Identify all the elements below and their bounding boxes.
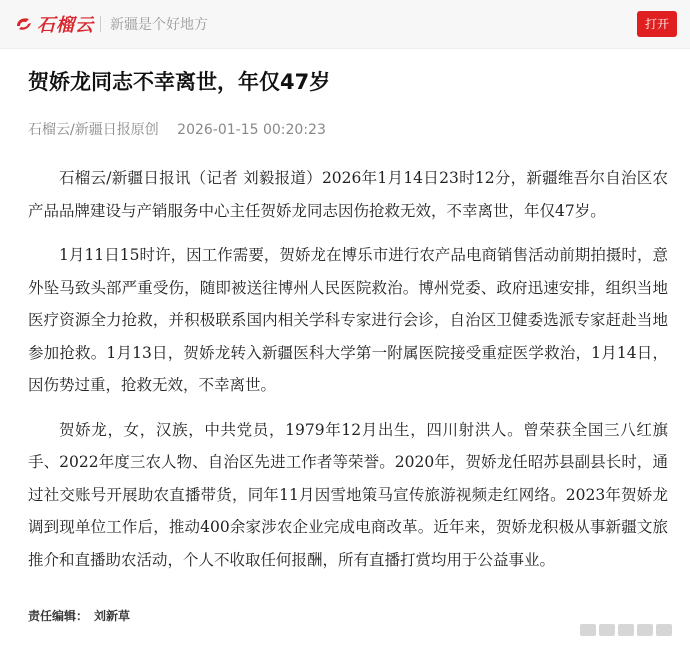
article-paragraph: 1月11日15时许，因工作需要，贺娇龙在博乐市进行农产品电商销售活动前期拍摄时，意外坠马致头部严重受伤，随即被送往博州人民医院救治。博州党委、政府迅速安排，组织当地医疗资源全力抢救，并积极联系国内相关学科专家进行会诊，自治区卫健委选派专家赶赴当地参加抢救。1月13日，贺娇龙转入新疆医科大学第一附属医院接受重症医学救治，1月14日，因伤势过重，抢救无效，不幸离世。 [28, 246, 668, 394]
responsible-editor [28, 607, 130, 624]
article-paragraph: 贺娇龙，女，汉族，中共党员，1979年12月出生，四川射洪人。曾荣获全国三八红旗手、2022年度三农人物、自治区先进工作者等荣誉。2020年，贺娇龙任昭苏县副县长时，通过社交账号开展助农直播带货，同年11月因雪地策马宣传旅游视频走红网络。2023年贺娇龙调到现单位工作后，推动400余家涉农企业完成电商改革。近年来，贺娇龙积极从事新疆文旅推介和直播助农活动，个人不收取任何报酬，所有直播打赏均用于公益事业。 [28, 420, 668, 569]
article-title: 贺娇龙同志不幸离世，年仅47岁 [28, 70, 331, 94]
editor-name: 刘新草 [94, 609, 131, 623]
article-source[interactable]: 石榴云/新疆日报原创 [28, 122, 159, 138]
watermark-mark-icon [637, 624, 653, 636]
logo[interactable] [14, 10, 94, 38]
article-paragraph: 石榴云/新疆日报讯（记者 刘毅报道）2026年1月14日23时12分，新疆维吾尔自治区农产品品牌建设与产销服务中心主任贺娇龙同志因伤抢救无效，不幸离世，年仅47岁。 [28, 169, 668, 220]
article-date: 2026-01-15 00:20:23 [177, 122, 326, 138]
article-body [28, 162, 668, 588]
watermark-mark-icon [656, 624, 672, 636]
article-meta [28, 119, 326, 139]
watermark [580, 620, 680, 640]
watermark-mark-icon [618, 624, 634, 636]
header-divider [100, 16, 101, 32]
watermark-mark-icon [580, 624, 596, 636]
slogan: 新疆是个好地方 [110, 17, 208, 33]
open-app-button[interactable]: 打开 [637, 11, 677, 37]
editor-label: 责任编辑： [28, 609, 89, 623]
logo-text: 石榴云 [37, 15, 94, 36]
pomegranate-logo-icon [14, 14, 34, 34]
watermark-mark-icon [599, 624, 615, 636]
top-bar [0, 0, 690, 49]
